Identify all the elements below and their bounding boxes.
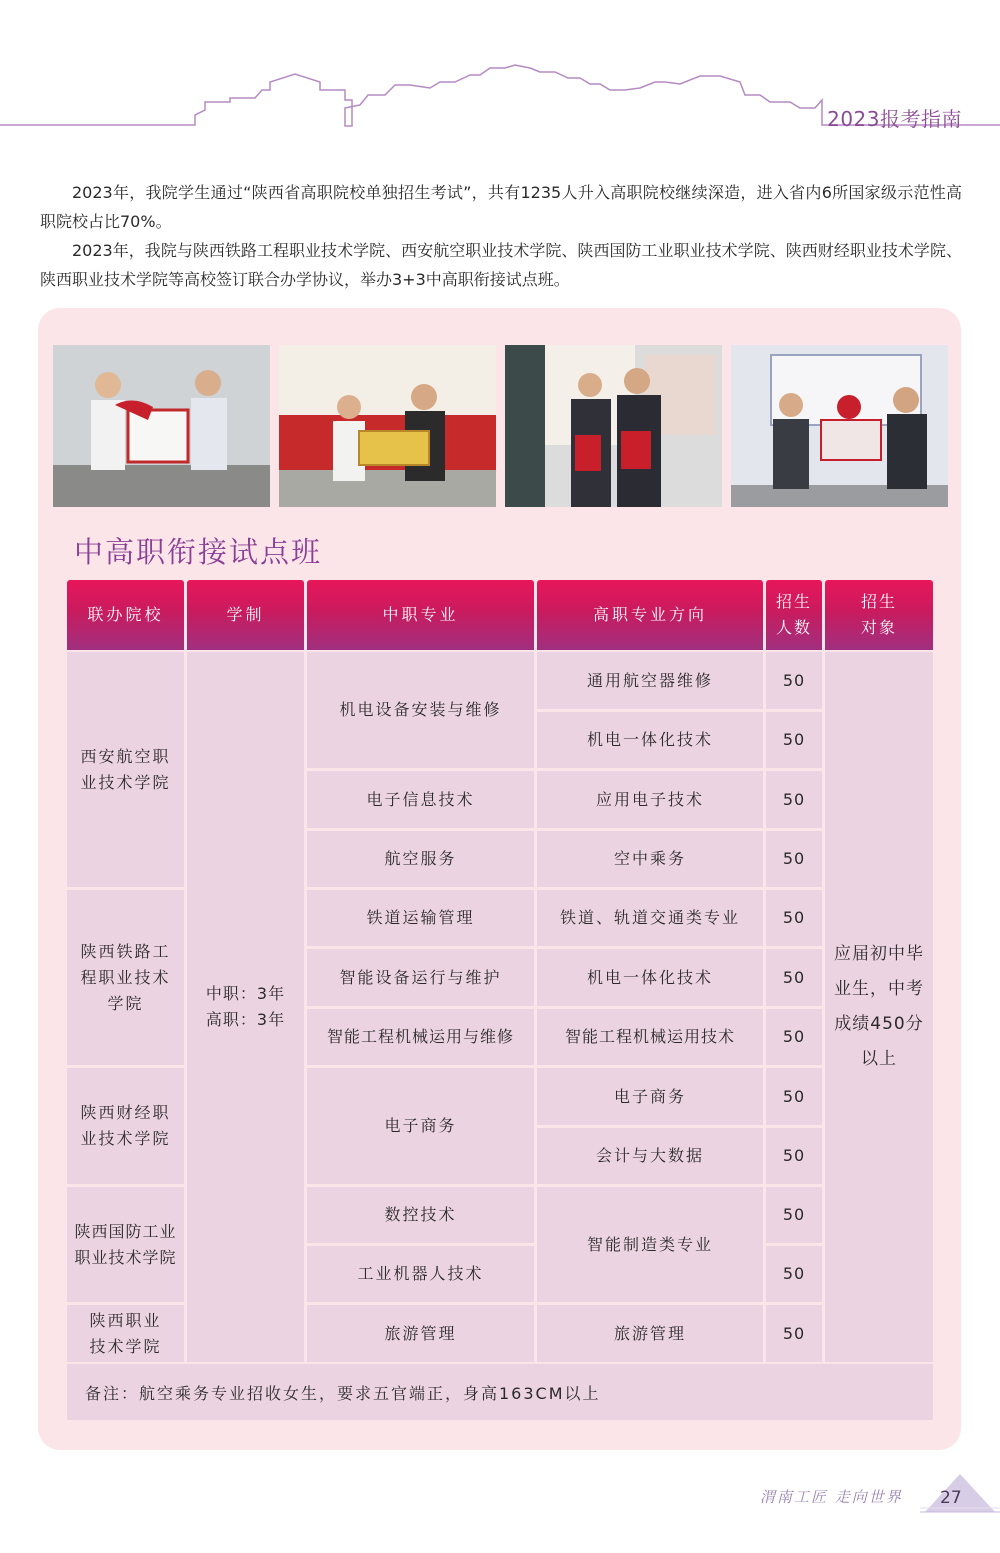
high-major-cell: 智能工程机械运用技术 — [537, 1009, 763, 1065]
high-major-cell: 铁道、轨道交通类专业 — [537, 890, 763, 946]
high-major-cell: 应用电子技术 — [537, 771, 763, 828]
high-major-cell: 机电一体化技术 — [537, 712, 763, 768]
photo-ceremony-3 — [505, 345, 722, 507]
quota-cell: 50 — [766, 890, 822, 946]
photo-ceremony-4 — [731, 345, 948, 507]
mid-major-cell: 旅游管理 — [307, 1305, 534, 1362]
mid-major-cell: 工业机器人技术 — [307, 1246, 534, 1302]
mid-major-cell: 航空服务 — [307, 831, 534, 887]
school-cell: 陕西职业 技术学院 — [67, 1305, 184, 1362]
high-major-cell: 空中乘务 — [537, 831, 763, 887]
school-cell: 陕西财经职 业技术学院 — [67, 1068, 184, 1184]
photo-image — [505, 345, 722, 507]
quota-cell: 50 — [766, 652, 822, 709]
high-major-cell: 机电一体化技术 — [537, 949, 763, 1006]
school-cell: 西安航空职 业技术学院 — [67, 652, 184, 887]
footer-slogan: 渭南工匠 走向世界 — [760, 1488, 903, 1506]
quota-cell: 50 — [766, 1009, 822, 1065]
intro-paragraph: 2023年，我院与陕西铁路工程职业技术学院、西安航空职业技术学院、陕西国防工业职业技术学院、陕西财经职业技术学院、陕西职业技术学院等高校签订联合办学协议，举办3+3中高职衔接试点班。 — [40, 241, 962, 289]
intro-paragraph: 2023年，我院学生通过“陕西省高职院校单独招生考试”，共有1235人升入高职院校继续深造，进入省内6所国家级示范性高职院校占比70%。 — [40, 183, 962, 231]
header-school: 联办院校 — [67, 580, 184, 650]
mid-major-cell: 电子信息技术 — [307, 771, 534, 828]
photo-ceremony-1 — [53, 345, 270, 507]
section-title: 中高职衔接试点班 — [74, 535, 323, 569]
quota-cell: 50 — [766, 712, 822, 768]
header-mid-major: 中职专业 — [307, 580, 534, 650]
photo-strip — [53, 345, 948, 507]
photo-ceremony-2 — [279, 345, 496, 507]
quota-cell: 50 — [766, 831, 822, 887]
header-quota: 招生 人数 — [766, 580, 822, 650]
photo-image — [279, 345, 496, 507]
page-number: 27 — [940, 1488, 962, 1508]
high-major-cell: 会计与大数据 — [537, 1128, 763, 1184]
school-cell: 陕西国防工业 职业技术学院 — [67, 1187, 184, 1302]
quota-cell: 50 — [766, 1246, 822, 1302]
enrollment-table — [67, 580, 933, 1420]
page-header-title: 2023报考指南 — [827, 107, 962, 131]
header-target: 招生 对象 — [825, 580, 933, 650]
mid-major-cell: 数控技术 — [307, 1187, 534, 1243]
photo-image — [53, 345, 270, 507]
quota-cell: 50 — [766, 1068, 822, 1125]
intro-text — [40, 178, 962, 294]
system-cell: 中职：3年 高职：3年 — [187, 652, 304, 1362]
quota-cell: 50 — [766, 1128, 822, 1184]
mid-major-cell: 智能工程机械运用与维修 — [307, 1009, 534, 1065]
quota-cell: 50 — [766, 1305, 822, 1362]
mid-major-cell: 智能设备运行与维护 — [307, 949, 534, 1006]
quota-cell: 50 — [766, 771, 822, 828]
school-cell: 陕西铁路工 程职业技术 学院 — [67, 890, 184, 1065]
high-major-cell: 通用航空器维修 — [537, 652, 763, 709]
quota-cell: 50 — [766, 1187, 822, 1243]
quota-cell: 50 — [766, 949, 822, 1006]
high-major-cell: 智能制造类专业 — [537, 1187, 763, 1302]
table-note: 备注：航空乘务专业招收女生，要求五官端正，身高163CM以上 — [67, 1364, 933, 1420]
high-major-cell: 电子商务 — [537, 1068, 763, 1125]
photo-image — [731, 345, 948, 507]
header-high-major: 高职专业方向 — [537, 580, 763, 650]
mid-major-cell: 铁道运输管理 — [307, 890, 534, 946]
header-system: 学制 — [187, 580, 304, 650]
mid-major-cell: 机电设备安装与维修 — [307, 652, 534, 768]
target-cell: 应届初中毕 业生，中考 成绩450分 以上 — [825, 652, 933, 1362]
high-major-cell: 旅游管理 — [537, 1305, 763, 1362]
mid-major-cell: 电子商务 — [307, 1068, 534, 1184]
